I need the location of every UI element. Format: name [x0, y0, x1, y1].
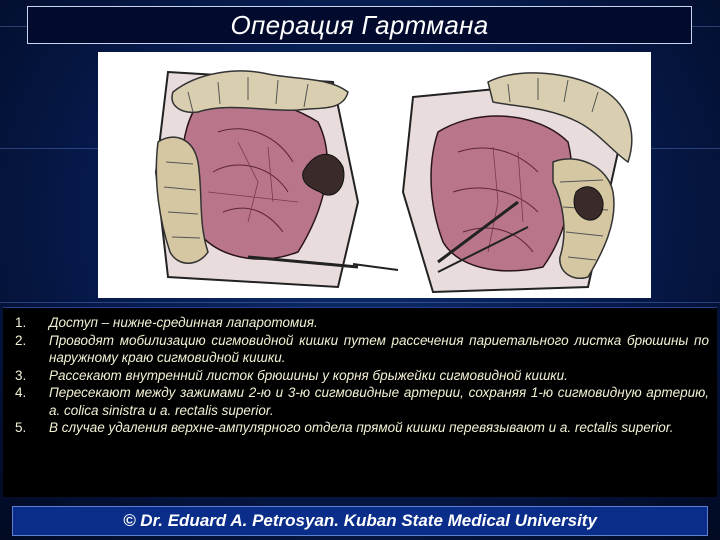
background-line — [0, 302, 720, 303]
step-number: 5. — [15, 420, 27, 435]
left-surgical-view — [156, 71, 398, 287]
copyright-footer: © Dr. Eduard A. Petrosyan. Kuban State Medical University — [123, 511, 597, 530]
step-number: 1. — [15, 315, 27, 330]
title-bar — [27, 6, 692, 44]
step-text: Проводят мобилизацию сигмовидной кишки путем рассечения париетального листка брюшины по наружному краю сигмовидной кишки. — [49, 332, 709, 365]
step-item — [15, 314, 715, 332]
steps-panel — [3, 307, 717, 497]
surgical-illustration — [98, 52, 651, 298]
step-text: Доступ – нижне-срединная лапаротомия. — [49, 315, 318, 330]
step-item — [15, 419, 715, 437]
surgical-illustration-drawing — [98, 52, 651, 298]
step-text: В случае удаления верхне-ампулярного отдела прямой кишки перевязывают и a. rectalis superior. — [49, 420, 674, 435]
right-surgical-view — [403, 73, 632, 292]
slide-title: Операция Гартмана — [230, 9, 489, 40]
steps-list — [15, 314, 715, 437]
footer-bar — [12, 506, 708, 536]
step-text: Пересекают между зажимами 2-ю и 3-ю сигмовидные артерии, сохраняя 1-ю сигмовидную артерию, a. colica sinistra и a. rectalis superior. — [49, 385, 709, 418]
step-number: 4. — [15, 385, 27, 400]
step-number: 2. — [15, 332, 27, 348]
step-number: 3. — [15, 367, 27, 383]
step-item — [15, 332, 715, 367]
step-item — [15, 384, 715, 419]
step-text: Рассекают внутренний листок брюшины у корня брыжейки сигмовидной кишки. — [49, 367, 568, 383]
step-item — [15, 367, 715, 385]
